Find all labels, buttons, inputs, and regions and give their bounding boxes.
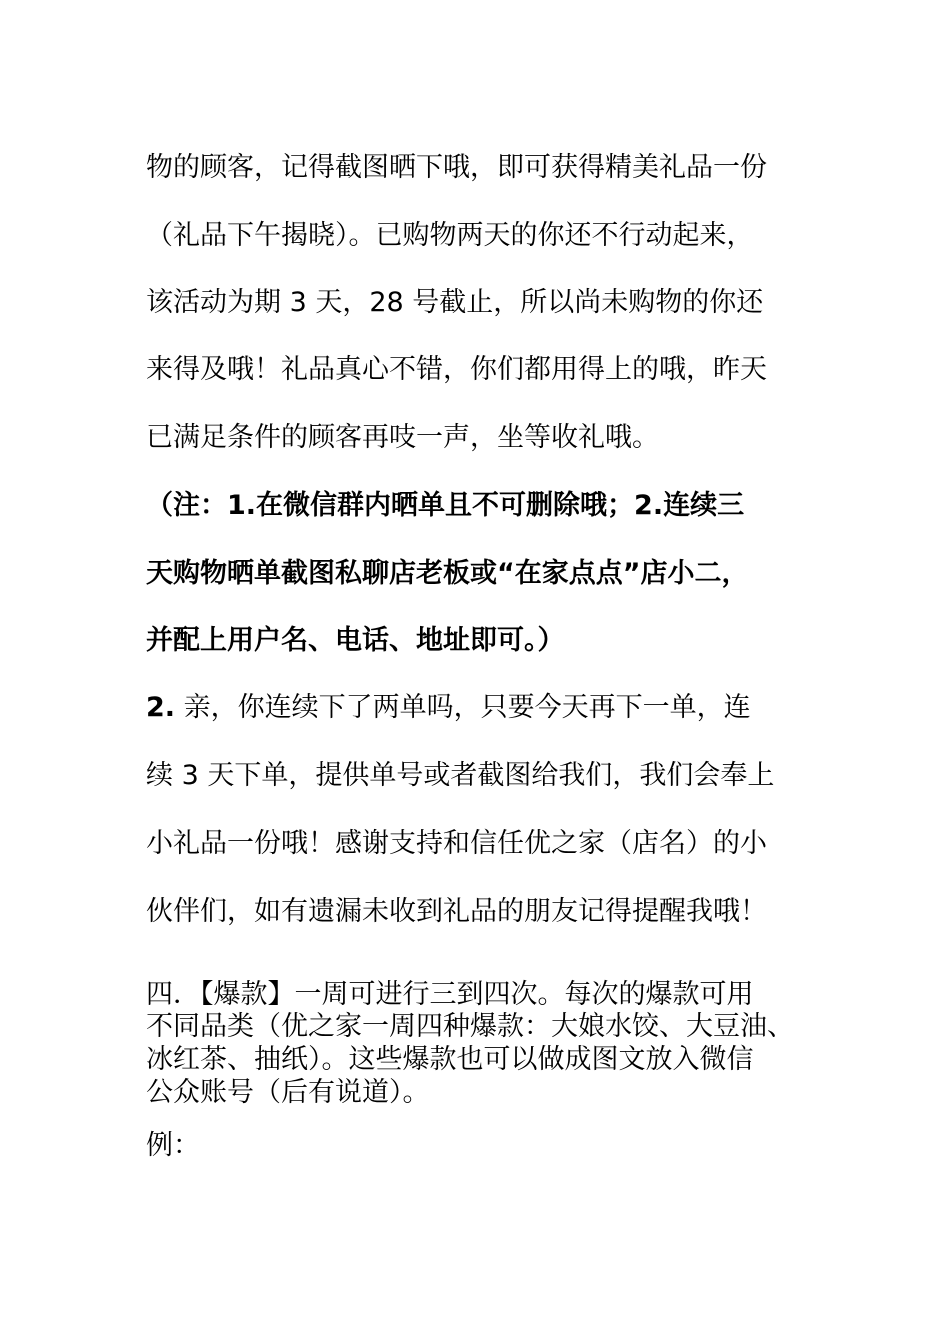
item-2-first-line: [146, 690, 751, 726]
section-4-line: 公众账号（后有说道）。: [146, 1077, 430, 1108]
note-line: （注：1.在微信群内晒单且不可删除哦；2.连续三: [146, 490, 745, 521]
text-line: 物的顾客，记得截图晒下哦，即可获得精美礼品一份: [146, 152, 767, 183]
section-4-line: 不同品类（优之家一周四种爆款：大娘水饺、大豆油、: [146, 1011, 794, 1042]
note-line: 并配上用户名、电话、地址即可。）: [146, 625, 565, 656]
text-line: 来得及哦！礼品真心不错，你们都用得上的哦，昨天: [146, 354, 767, 385]
text-line: 伙伴们，如有遗漏未收到礼品的朋友记得提醒我哦！: [146, 896, 767, 927]
text-fragment: 亲，你连续下了两单吗，只要今天再下一单，连: [175, 692, 751, 723]
section-4-line: 四．【爆款】一周可进行三到四次。每次的爆款可用: [146, 979, 754, 1010]
example-label: 例：: [146, 1130, 200, 1161]
text-line: 续 3 天下单，提供单号或者截图给我们，我们会奉上: [146, 760, 775, 791]
text-line: 该活动为期 3 天，28 号截止，所以尚未购物的你还: [146, 287, 764, 318]
text-line: 已满足条件的顾客再吱一声，坐等收礼哦。: [146, 422, 659, 453]
text-line: （礼品下午揭晓）。已购物两天的你还不行动起来，: [146, 220, 754, 251]
section-4-line: 冰红茶、抽纸）。这些爆款也可以做成图文放入微信: [146, 1044, 754, 1075]
note-line: 天购物晒单截图私聊店老板或“在家点点”店小二，: [146, 558, 749, 589]
item-number: 2.: [146, 692, 176, 723]
text-line: 小礼品一份哦！感谢支持和信任优之家（店名）的小: [146, 828, 767, 859]
